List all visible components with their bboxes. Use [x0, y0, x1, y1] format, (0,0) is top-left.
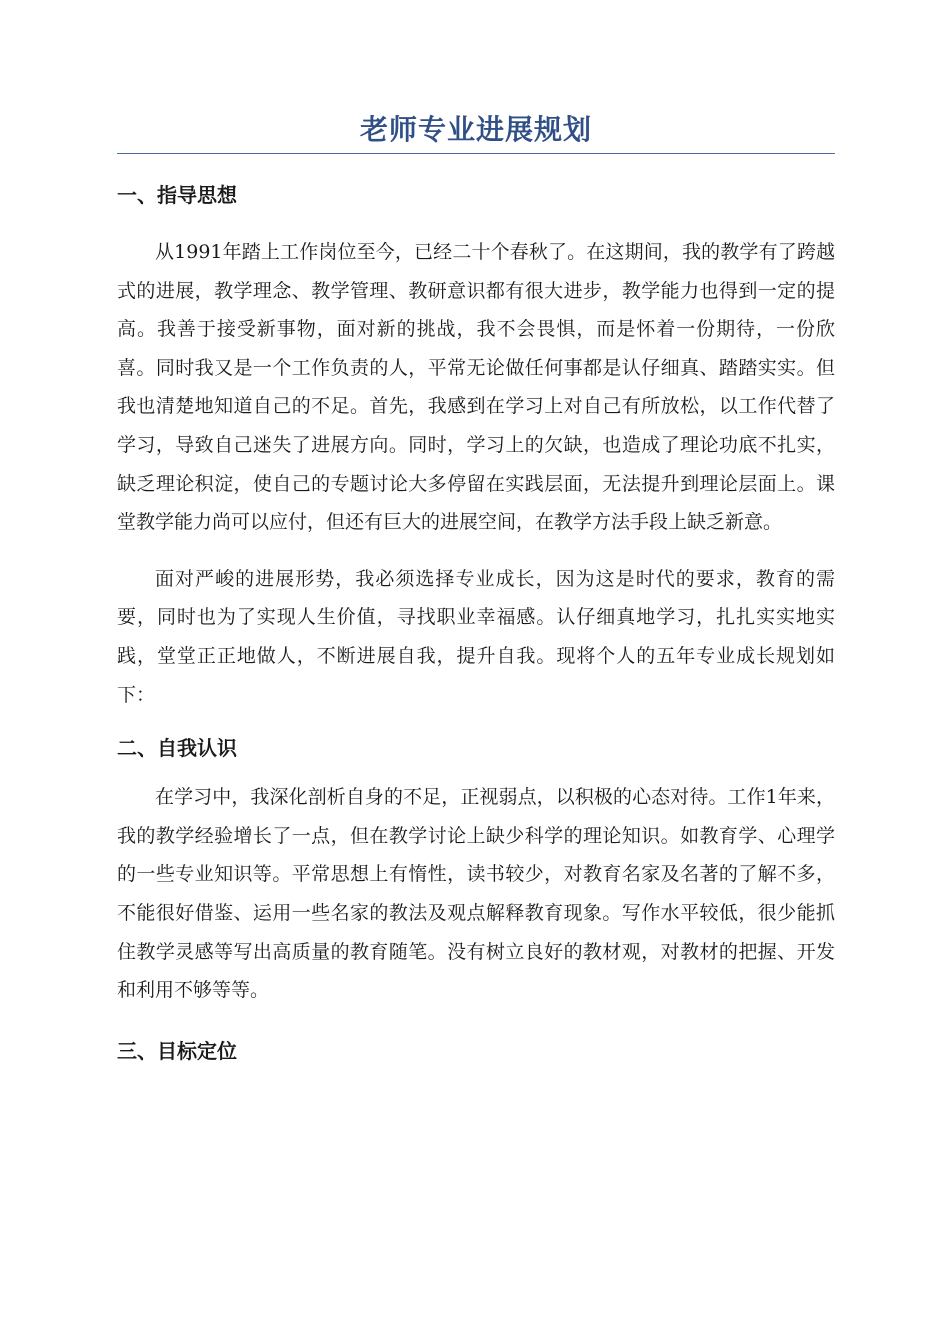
document-page [117, 110, 835, 1065]
section-heading-goal-positioning: 三、目标定位 [117, 1038, 237, 1063]
title-underline [117, 153, 835, 154]
paragraph-self-awareness-1: 在学习中，我深化剖析自身的不足，正视弱点，以积极的心态对待。工作1年来，我的教学经验增长了一点，但在教学讨论上缺少科学的理论知识。如教育学、心理学的一些专业知识等。平常思想上有惰性，读书较少，对教育名家及名著的了解不多，不能很好借鉴、运用一些名家的教法及观点解释教育现象。写作水平较低，很少能抓住教学灵感等写出高质量的教育随笔。没有树立良好的教材观，对教材的把握、开发和利用不够等等。 [117, 786, 835, 1002]
section-heading-self-awareness: 二、自我认识 [117, 736, 237, 761]
document-title: 老师专业进展规划 [359, 113, 592, 146]
paragraph-guiding-1: 从1991年踏上工作岗位至今，已经二十个春秋了。在这期间，我的教学有了跨越式的进展，教学理念、教学管理、教研意识都有很大进步，教学能力也得到一定的提高。我善于接受新事物，面对新的挑战，我不会畏惧，而是怀着一份期待，一份欣喜。同时我又是一个工作负责的人，平常无论做任何事都是认仔细真、踏踏实实。但我也清楚地知道自己的不足。首先，我感到在学习上对自己有所放松，以工作代替了学习，导致自己迷失了进展方向。同时，学习上的欠缺，也造成了理论功底不扎实，缺乏理论积淀，使自己的专题讨论大多停留在实践层面，无法提升到理论层面上。课堂教学能力尚可以应付，但还有巨大的进展空间，在教学方法手段上缺乏新意。 [117, 241, 835, 534]
section-heading-guiding-thought: 一、指导思想 [117, 183, 237, 207]
paragraph-guiding-2: 面对严峻的进展形势，我必须选择专业成长，因为这是时代的要求，教育的需要，同时也为了实现人生价值，寻找职业幸福感。认仔细真地学习，扎扎实实地实践，堂堂正正地做人，不断进展自我，提升自我。现将个人的五年专业成长规划如下： [117, 567, 835, 706]
